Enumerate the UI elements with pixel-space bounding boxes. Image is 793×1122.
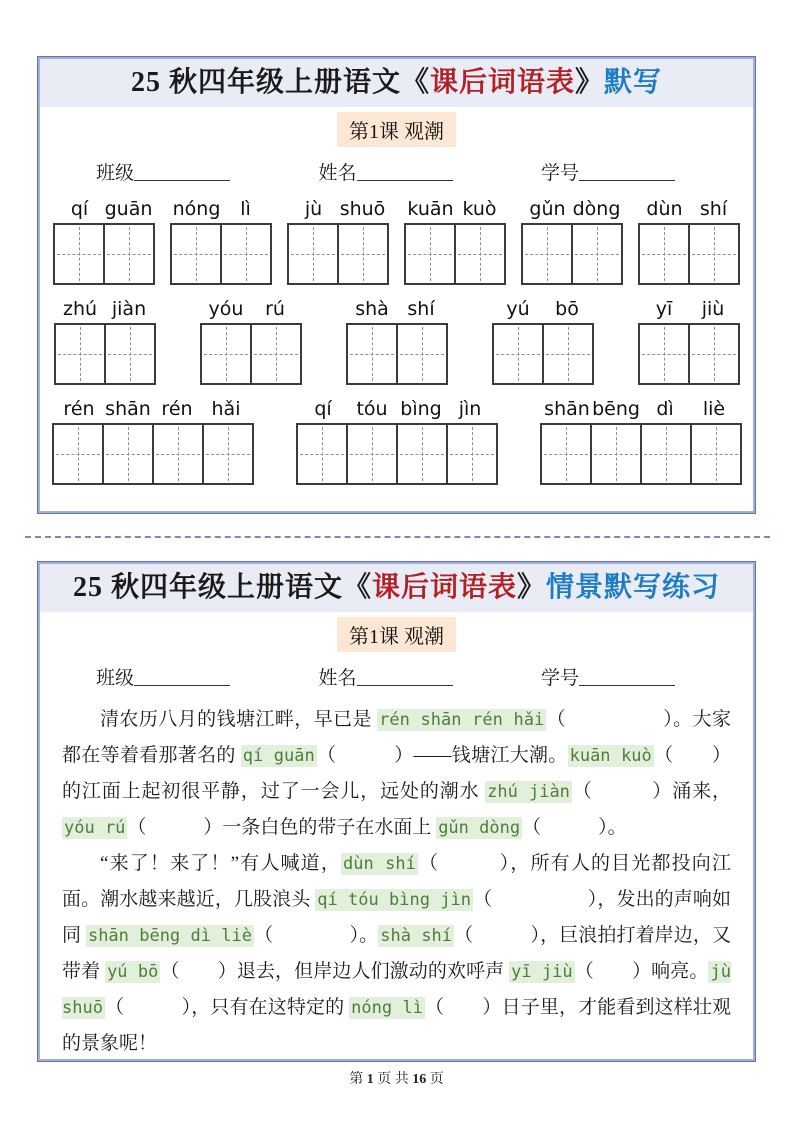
- writing-cell: [337, 225, 387, 283]
- pinyin-syllable: bēng: [592, 398, 640, 420]
- dictation-word: [53, 198, 155, 285]
- class-field: [96, 158, 230, 185]
- title-bracket-close: 》: [575, 67, 605, 98]
- writing-cell: [690, 425, 740, 483]
- writing-cell: [289, 225, 337, 283]
- pinyin-clue: nóng lì: [351, 998, 423, 1018]
- word-pinyin: [406, 198, 504, 220]
- title-book-name: 课后词语表: [429, 67, 575, 98]
- word-pinyin: [55, 198, 153, 220]
- dictation-sheet: [38, 57, 755, 513]
- writing-cell: [202, 425, 252, 483]
- class-label: 班级: [96, 163, 135, 184]
- passage-text: （ ），所有人的目光都投向江面。潮水越来越近，几股浪头: [62, 853, 731, 910]
- pinyin-clue: rén shān rén hǎi: [379, 710, 545, 730]
- pinyin-syllable: hǎi: [211, 398, 241, 420]
- passage-text: （ ）日子里，才能看到这样壮观的景象呢！: [62, 997, 731, 1054]
- pinyin-clue: zhú jiàn: [487, 782, 570, 802]
- pinyin-syllable: guān: [104, 198, 153, 220]
- pinyin-clue: yú bō: [107, 962, 159, 982]
- title-bracket-close: 》: [517, 572, 547, 603]
- page-footer: [0, 1068, 793, 1088]
- pinyin-syllable: jù: [304, 198, 323, 220]
- word-row-1: [40, 198, 753, 285]
- number-blank-line: [579, 163, 675, 181]
- pinyin-syllable: lì: [240, 198, 251, 220]
- section-separator: [25, 536, 770, 538]
- word-row-2: [40, 298, 753, 385]
- name-label: 姓名: [318, 163, 357, 184]
- writing-grid: [346, 323, 448, 385]
- writing-grid: [540, 423, 742, 485]
- pinyin-clue: yī jiù: [511, 962, 573, 982]
- writing-cell: [396, 425, 446, 483]
- pinyin-clue: yóu rú: [64, 818, 126, 838]
- writing-cell: [590, 425, 640, 483]
- name-field: [318, 158, 452, 185]
- exercise-passage: [62, 702, 731, 1061]
- title-bracket-open: 《: [400, 67, 430, 98]
- writing-cell: [406, 225, 454, 283]
- passage-text: （ ）。: [254, 925, 379, 946]
- word-pinyin: [289, 198, 387, 220]
- writing-cell: [523, 225, 571, 283]
- pinyin-syllable: jiàn: [111, 298, 147, 320]
- number-blank-line: [579, 668, 675, 686]
- writing-cell: [220, 225, 270, 283]
- pinyin-clue: kuān kuò: [569, 746, 652, 766]
- pinyin-syllable: rú: [265, 298, 285, 320]
- writing-cell: [688, 325, 738, 383]
- writing-cell: [688, 225, 738, 283]
- class-label: 班级: [96, 668, 135, 689]
- pinyin-syllable: shà: [355, 298, 389, 320]
- name-blank-line: [357, 163, 453, 181]
- pinyin-syllable: dùn: [646, 198, 683, 220]
- pinyin-syllable: shí: [699, 198, 728, 220]
- student-fields: [96, 158, 675, 185]
- number-field: [541, 663, 675, 690]
- footer-suffix: 页: [426, 1072, 444, 1087]
- writing-cell: [396, 325, 446, 383]
- title-prefix: 25 秋四年级上册语文: [130, 67, 401, 98]
- footer-total-pages: 16: [412, 1072, 427, 1087]
- pinyin-syllable: kuān: [407, 198, 454, 220]
- lesson-badge: 第1课 观潮: [337, 617, 456, 652]
- lesson-badge-wrap: [40, 617, 753, 652]
- passage-text: （ ）的江面上起初很平静，过了一会儿，远处的潮水: [62, 745, 731, 802]
- pinyin-syllable: shí: [407, 298, 435, 320]
- word-pinyin: [640, 298, 738, 320]
- title-suffix: 情景默写练习: [546, 572, 721, 603]
- word-pinyin: [543, 398, 739, 420]
- footer-prefix: 第: [349, 1072, 367, 1087]
- writing-cell: [103, 225, 153, 283]
- writing-grid: [492, 323, 594, 385]
- pinyin-syllable: tóu: [356, 398, 388, 420]
- name-blank-line: [357, 668, 453, 686]
- writing-cell: [640, 225, 688, 283]
- writing-cell: [102, 425, 152, 483]
- pinyin-syllable: yóu: [208, 298, 244, 320]
- name-label: 姓名: [318, 668, 357, 689]
- word-pinyin: [348, 298, 446, 320]
- writing-cell: [494, 325, 542, 383]
- dictation-word: [54, 298, 156, 385]
- exercise-title: [40, 564, 753, 612]
- passage-text: （ ）。大家都在等着看那著名的: [62, 709, 731, 766]
- dictation-word: [170, 198, 272, 285]
- writing-grid: [170, 223, 272, 285]
- dictation-word: [287, 198, 389, 285]
- pinyin-syllable: kuò: [462, 198, 497, 220]
- writing-grid: [638, 223, 740, 285]
- title-suffix: 默写: [604, 67, 663, 98]
- dictation-word: [404, 198, 506, 285]
- writing-grid: [404, 223, 506, 285]
- writing-cell: [446, 425, 496, 483]
- lesson-badge: 第1课 观潮: [337, 112, 456, 147]
- dictation-word: [638, 198, 740, 285]
- pinyin-syllable: dòng: [572, 198, 621, 220]
- writing-cell: [152, 425, 202, 483]
- pinyin-clue: qí tóu bìng jìn: [317, 890, 472, 910]
- writing-cell: [202, 325, 250, 383]
- class-field: [96, 663, 230, 690]
- number-label: 学号: [540, 163, 579, 184]
- pinyin-syllable: liè: [702, 398, 726, 420]
- writing-cell: [640, 325, 688, 383]
- pinyin-clue: shān bēng dì liè: [87, 926, 252, 946]
- number-field: [541, 158, 675, 185]
- exercise-sheet: [38, 562, 755, 1061]
- writing-grid: [200, 323, 302, 385]
- dictation-word: [346, 298, 448, 385]
- pinyin-clue: jù shuō: [62, 962, 731, 1018]
- pinyin-syllable: qí: [70, 198, 89, 220]
- pinyin-clue: dùn shí: [343, 854, 416, 874]
- writing-cell: [346, 425, 396, 483]
- passage-text: “来了！来了！”有人喊道，: [100, 853, 342, 874]
- writing-cell: [542, 325, 592, 383]
- passage-text: （ ），巨浪拍打着岸边，又带着: [62, 925, 731, 982]
- writing-cell: [104, 325, 154, 383]
- dictation-word: [521, 198, 623, 285]
- class-blank-line: [134, 163, 230, 181]
- pinyin-syllable: qí: [314, 398, 332, 420]
- title-prefix: 25 秋四年级上册语文: [72, 572, 343, 603]
- pinyin-clue: gǔn dòng: [438, 818, 521, 838]
- writing-cell: [56, 325, 104, 383]
- pinyin-syllable: nóng: [172, 198, 221, 220]
- pinyin-syllable: dì: [656, 398, 674, 420]
- passage-text: （ ），只有在这特定的: [104, 997, 350, 1018]
- dictation-word: [638, 298, 740, 385]
- word-pinyin: [56, 298, 154, 320]
- pinyin-syllable: jìn: [458, 398, 482, 420]
- footer-page-number: 1: [366, 1072, 374, 1087]
- passage-text: （ ）。: [522, 817, 627, 838]
- dictation-word: [492, 298, 594, 385]
- word-pinyin: [640, 198, 738, 220]
- writing-cell: [55, 225, 103, 283]
- word-pinyin: [172, 198, 270, 220]
- writing-cell: [298, 425, 346, 483]
- pinyin-syllable: bō: [555, 298, 579, 320]
- passage-paragraph: [62, 702, 731, 846]
- dictation-word: [296, 398, 498, 485]
- pinyin-syllable: rén: [63, 398, 95, 420]
- passage-paragraph: [62, 846, 731, 1061]
- passage-text: （ ）退去，但岸边人们激动的欢呼声: [160, 961, 510, 982]
- writing-grid: [296, 423, 498, 485]
- writing-cell: [542, 425, 590, 483]
- passage-text: （ ）响亮。: [574, 961, 709, 982]
- pinyin-syllable: bìng: [400, 398, 442, 420]
- pinyin-syllable: yī: [655, 298, 673, 320]
- pinyin-syllable: jiù: [701, 298, 725, 320]
- number-label: 学号: [540, 668, 579, 689]
- pinyin-syllable: yú: [506, 298, 530, 320]
- writing-grid: [287, 223, 389, 285]
- word-pinyin: [494, 298, 592, 320]
- footer-middle: 页 共: [373, 1072, 413, 1087]
- writing-grid: [52, 423, 254, 485]
- pinyin-syllable: shān: [105, 398, 151, 420]
- passage-text: （ ）——钱塘江大潮。: [316, 745, 568, 766]
- writing-cell: [172, 225, 220, 283]
- word-pinyin: [202, 298, 300, 320]
- pinyin-clue: shà shí: [380, 926, 453, 946]
- dictation-word: [540, 398, 742, 485]
- passage-text: （ ）一条白色的带子在水面上: [127, 817, 437, 838]
- passage-text: （ ），发出的声响如同: [62, 889, 731, 946]
- pinyin-syllable: shān: [544, 398, 590, 420]
- passage-text: （ ）涌来，: [571, 781, 731, 802]
- pinyin-syllable: shuō: [339, 198, 386, 220]
- writing-cell: [54, 425, 102, 483]
- title-book-name: 课后词语表: [371, 572, 517, 603]
- writing-cell: [454, 225, 504, 283]
- writing-grid: [53, 223, 155, 285]
- dictation-title: [40, 59, 753, 107]
- passage-text: 清农历八月的钱塘江畔，早已是: [100, 709, 378, 730]
- word-pinyin: [299, 398, 495, 420]
- student-fields: [96, 663, 675, 690]
- word-pinyin: [55, 398, 251, 420]
- lesson-badge-wrap: [40, 112, 753, 147]
- word-row-3: [40, 398, 753, 485]
- class-blank-line: [134, 668, 230, 686]
- writing-cell: [640, 425, 690, 483]
- word-pinyin: [523, 198, 621, 220]
- dictation-word: [52, 398, 254, 485]
- pinyin-syllable: gǔn: [529, 198, 566, 220]
- writing-grid: [638, 323, 740, 385]
- name-field: [318, 663, 452, 690]
- dictation-word: [200, 298, 302, 385]
- pinyin-syllable: rén: [161, 398, 193, 420]
- pinyin-syllable: zhú: [62, 298, 98, 320]
- pinyin-clue: qí guān: [242, 746, 315, 766]
- writing-grid: [521, 223, 623, 285]
- writing-grid: [54, 323, 156, 385]
- writing-cell: [250, 325, 300, 383]
- title-bracket-open: 《: [342, 572, 372, 603]
- writing-cell: [571, 225, 621, 283]
- writing-cell: [348, 325, 396, 383]
